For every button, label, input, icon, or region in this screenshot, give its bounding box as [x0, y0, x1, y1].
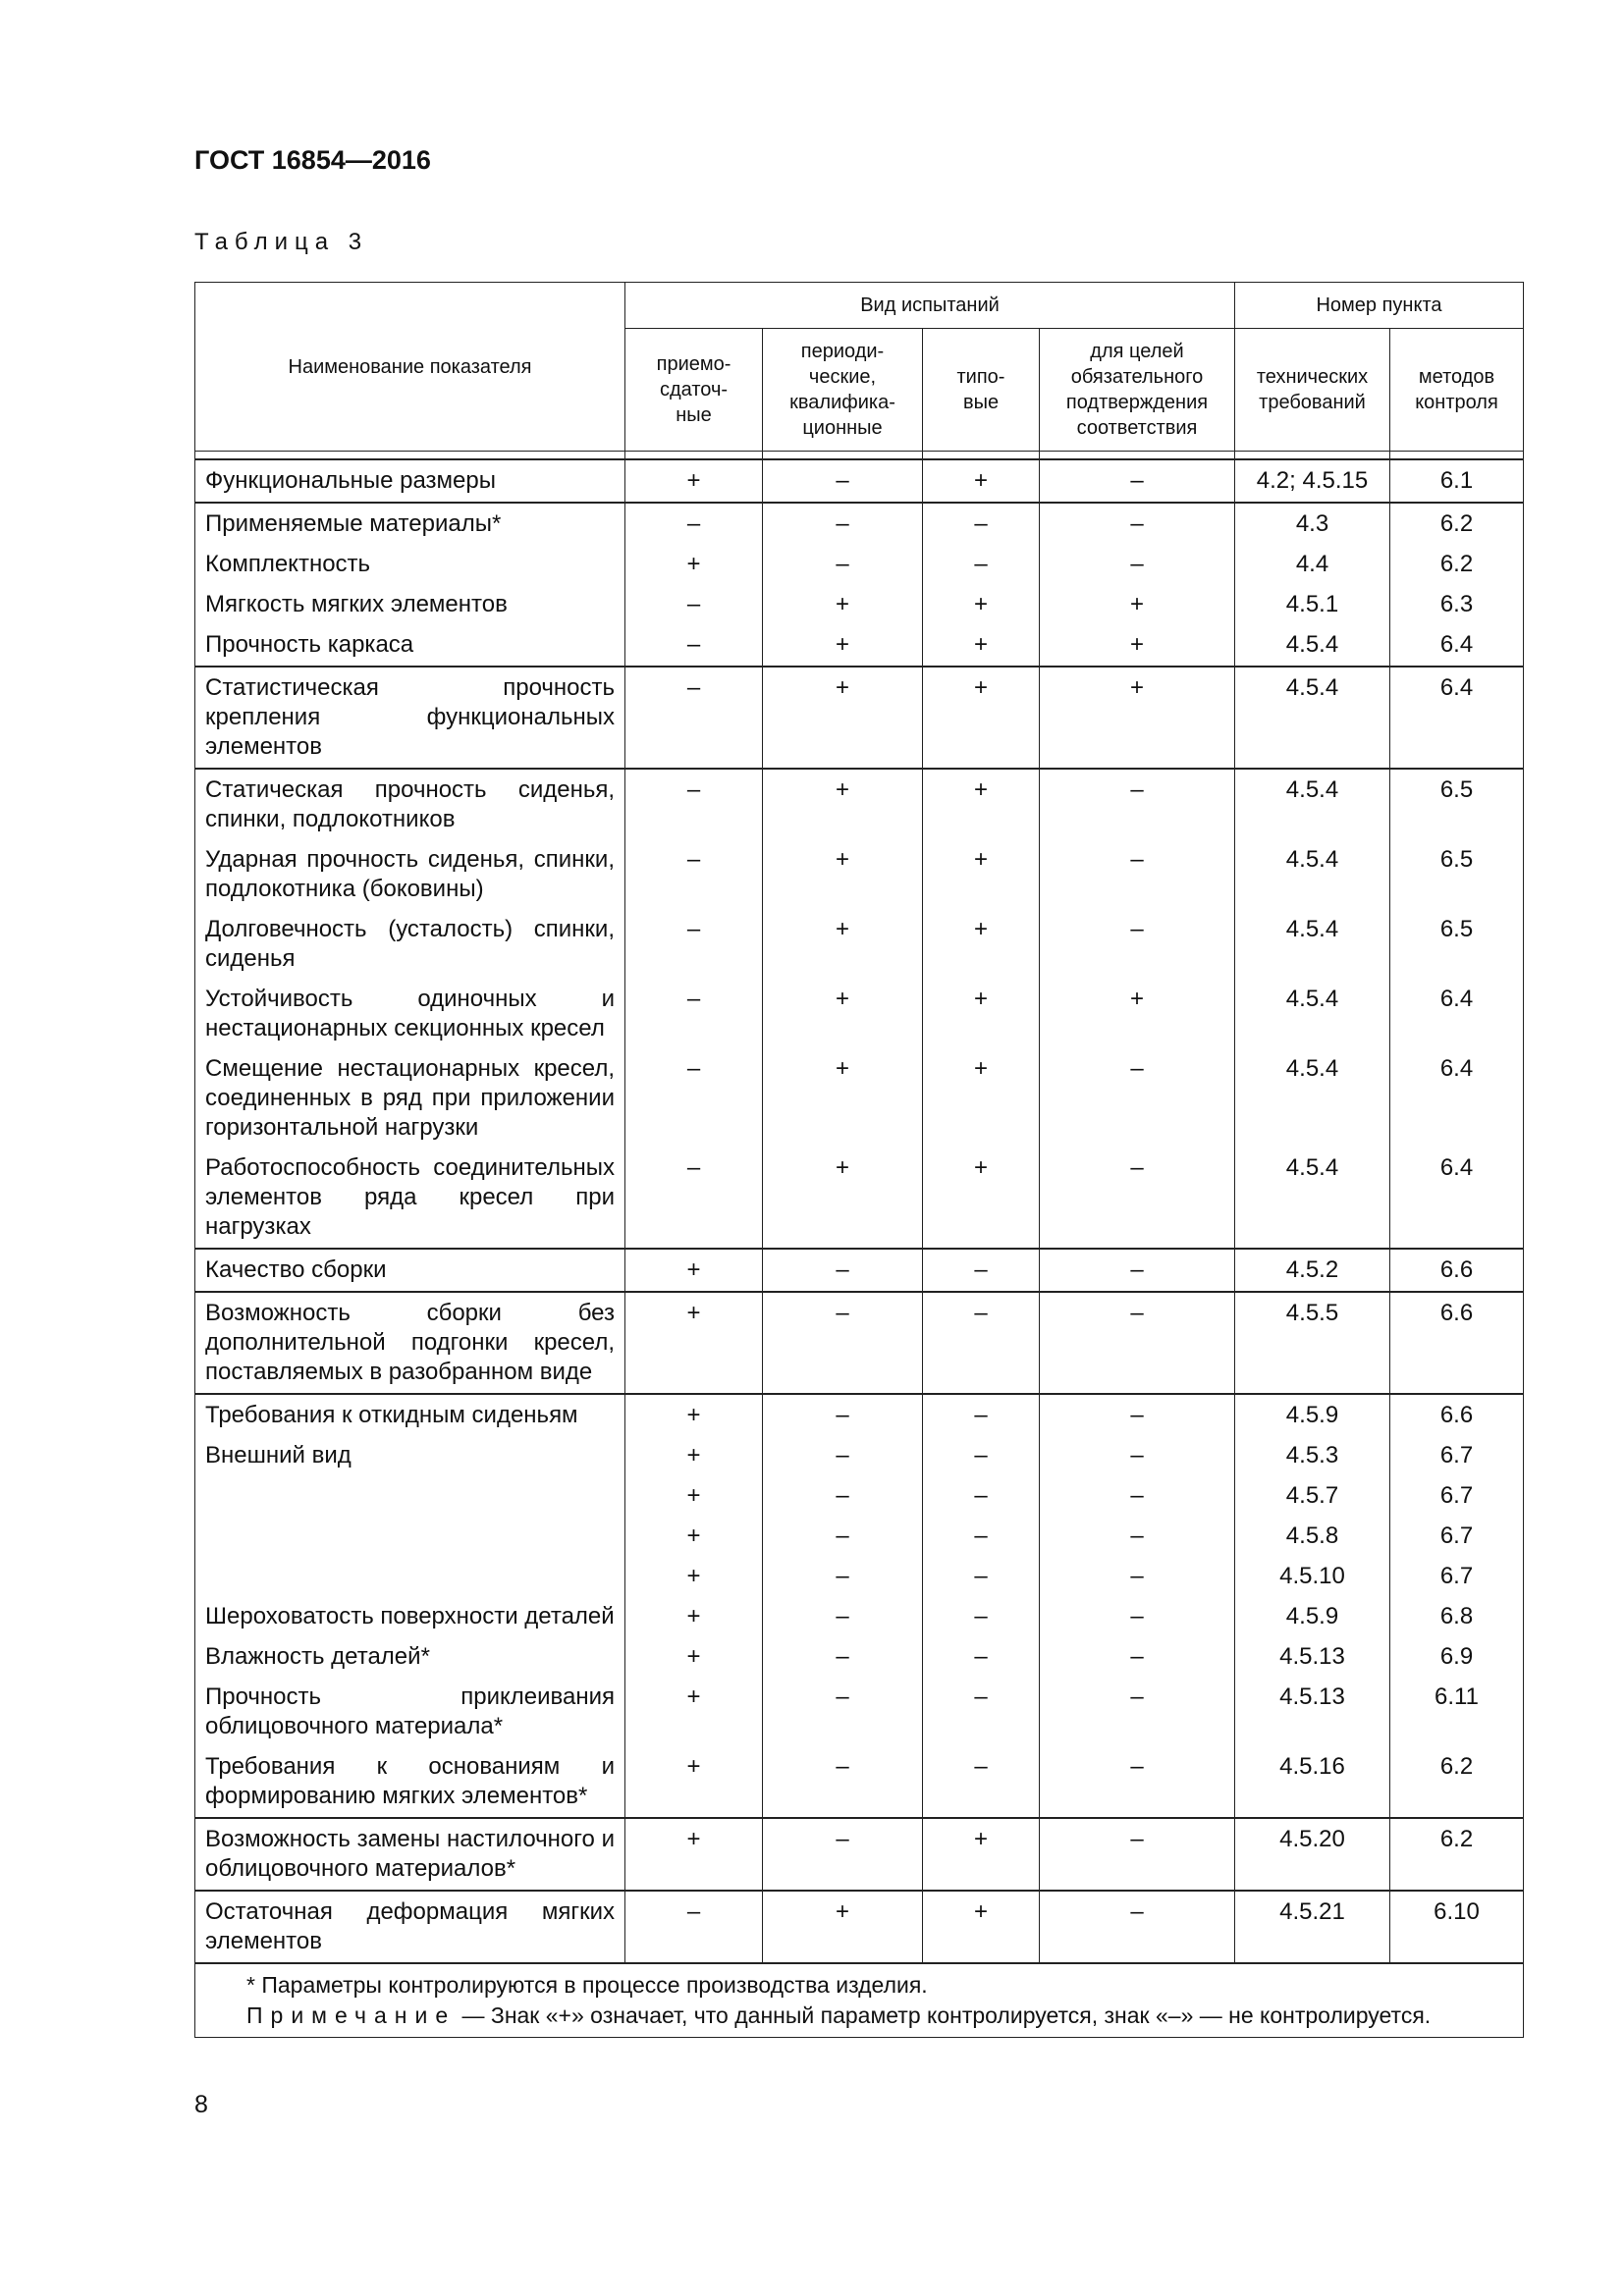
table-caption: Таблица 3: [194, 229, 369, 255]
periodic-cell: +: [763, 980, 923, 1049]
tech-req-cell: 4.5.20: [1235, 1818, 1390, 1891]
control-method-cell: 6.6: [1390, 1292, 1524, 1394]
control-method-cell: 6.7: [1390, 1557, 1524, 1597]
acceptance-cell: –: [625, 503, 763, 545]
conformity-cell: –: [1040, 1818, 1235, 1891]
indicator-name: Требования к откидным сиденьям: [195, 1394, 625, 1436]
periodic-cell: +: [763, 585, 923, 625]
type-cell: +: [923, 1818, 1040, 1891]
conformity-cell: –: [1040, 910, 1235, 980]
acceptance-cell: +: [625, 1292, 763, 1394]
footnote-cell: [195, 1963, 1524, 2038]
control-method-cell: 6.10: [1390, 1891, 1524, 1963]
document-header: ГОСТ 16854—2016: [194, 145, 431, 175]
indicator-name: Устойчивость одиночных и нестационарных секционных кресел: [195, 980, 625, 1049]
control-method-cell: 6.6: [1390, 1394, 1524, 1436]
periodic-cell: –: [763, 459, 923, 503]
type-cell: +: [923, 980, 1040, 1049]
indicator-name: Смещение нестационарных кресел, соединенных в ряд при приложении горизонтальной нагрузки: [195, 1049, 625, 1148]
indicator-name: Статистическая прочность крепления функциональных элементов: [195, 667, 625, 769]
control-method-cell: 6.11: [1390, 1678, 1524, 1747]
col-header-control-methods: методов контроля: [1390, 329, 1524, 452]
indicator-name: Статическая прочность сиденья, спинки, подлокотников: [195, 769, 625, 840]
control-method-cell: 6.6: [1390, 1249, 1524, 1292]
indicator-name: Комплектность: [195, 545, 625, 585]
table-row: [195, 1597, 1524, 1637]
control-method-cell: 6.8: [1390, 1597, 1524, 1637]
conformity-cell: –: [1040, 1148, 1235, 1249]
acceptance-cell: +: [625, 1394, 763, 1436]
type-cell: –: [923, 1557, 1040, 1597]
type-cell: +: [923, 1891, 1040, 1963]
tech-req-cell: 4.5.4: [1235, 1049, 1390, 1148]
control-method-cell: 6.2: [1390, 503, 1524, 545]
note-text: — Знак «+» означает, что данный параметр контролируется, знак «–» — не контролируется.: [456, 2002, 1432, 2028]
tech-req-cell: 4.5.10: [1235, 1557, 1390, 1597]
control-method-cell: 6.4: [1390, 625, 1524, 667]
table-row: [195, 1818, 1524, 1891]
control-method-cell: 6.5: [1390, 910, 1524, 980]
footnote-asterisk: * Параметры контролируются в процессе производства изделия.: [246, 1972, 928, 1998]
indicator-name: Работоспособность соединительных элементов ряда кресел при нагрузках: [195, 1148, 625, 1249]
tech-req-cell: 4.5.16: [1235, 1747, 1390, 1818]
conformity-cell: –: [1040, 1292, 1235, 1394]
acceptance-cell: +: [625, 1597, 763, 1637]
acceptance-cell: +: [625, 1436, 763, 1476]
periodic-cell: –: [763, 1678, 923, 1747]
table-row: [195, 1891, 1524, 1963]
acceptance-cell: +: [625, 1747, 763, 1818]
conformity-cell: –: [1040, 769, 1235, 840]
indicator-name: Возможность замены настилочного и облицовочного материалов*: [195, 1818, 625, 1891]
tech-req-cell: 4.5.1: [1235, 585, 1390, 625]
row-group: [195, 1249, 1524, 1292]
control-method-cell: 6.2: [1390, 1818, 1524, 1891]
conformity-cell: –: [1040, 503, 1235, 545]
type-cell: –: [923, 1517, 1040, 1557]
col-group-clause: Номер пункта: [1235, 283, 1524, 329]
table-row: [195, 459, 1524, 503]
conformity-cell: –: [1040, 1394, 1235, 1436]
periodic-cell: –: [763, 1436, 923, 1476]
control-method-cell: 6.1: [1390, 459, 1524, 503]
periodic-cell: –: [763, 503, 923, 545]
col-header-conformity: для целей обязательного подтверждения соответствия: [1040, 329, 1235, 452]
periodic-cell: –: [763, 545, 923, 585]
control-method-cell: 6.5: [1390, 769, 1524, 840]
col-header-tech-req: технических требований: [1235, 329, 1390, 452]
type-cell: –: [923, 1249, 1040, 1292]
acceptance-cell: +: [625, 1678, 763, 1747]
acceptance-cell: –: [625, 585, 763, 625]
conformity-cell: +: [1040, 667, 1235, 769]
type-cell: +: [923, 625, 1040, 667]
col-group-test-types: Вид испытаний: [625, 283, 1235, 329]
indicator-name: Ударная прочность сиденья, спинки, подлокотника (боковины): [195, 840, 625, 910]
periodic-cell: –: [763, 1394, 923, 1436]
indicator-name: Прочность приклеивания облицовочного материала*: [195, 1678, 625, 1747]
periodic-cell: –: [763, 1292, 923, 1394]
periodic-cell: +: [763, 667, 923, 769]
acceptance-cell: +: [625, 1637, 763, 1678]
tech-req-cell: 4.3: [1235, 503, 1390, 545]
tech-req-cell: 4.2; 4.5.15: [1235, 459, 1390, 503]
acceptance-cell: +: [625, 1249, 763, 1292]
conformity-cell: –: [1040, 1557, 1235, 1597]
table-row: [195, 1049, 1524, 1148]
indicator-name: Применяемые материалы*: [195, 503, 625, 545]
table-footnotes: [195, 1963, 1524, 2038]
periodic-cell: +: [763, 625, 923, 667]
indicator-name: Возможность сборки без дополнительной подгонки кресел, поставляемых в разобранном виде: [195, 1292, 625, 1394]
control-method-cell: 6.9: [1390, 1637, 1524, 1678]
indicator-name: [195, 1476, 625, 1517]
tech-req-cell: 4.5.4: [1235, 910, 1390, 980]
row-group: [195, 769, 1524, 1249]
acceptance-cell: –: [625, 840, 763, 910]
header-separator: [195, 452, 1524, 460]
periodic-cell: +: [763, 1049, 923, 1148]
indicator-name: Требования к основаниям и формированию мягких элементов*: [195, 1747, 625, 1818]
type-cell: –: [923, 1394, 1040, 1436]
control-method-cell: 6.4: [1390, 980, 1524, 1049]
periodic-cell: –: [763, 1249, 923, 1292]
table-row: [195, 1436, 1524, 1476]
table-row: [195, 1292, 1524, 1394]
periodic-cell: +: [763, 910, 923, 980]
conformity-cell: –: [1040, 545, 1235, 585]
table-row: [195, 769, 1524, 840]
acceptance-cell: –: [625, 625, 763, 667]
tech-req-cell: 4.5.4: [1235, 769, 1390, 840]
periodic-cell: –: [763, 1637, 923, 1678]
conformity-cell: –: [1040, 1637, 1235, 1678]
page-number: 8: [194, 2091, 208, 2118]
type-cell: –: [923, 1637, 1040, 1678]
control-method-cell: 6.2: [1390, 545, 1524, 585]
tech-req-cell: 4.5.4: [1235, 1148, 1390, 1249]
type-cell: +: [923, 910, 1040, 980]
indicator-name: Шероховатость поверхности деталей: [195, 1597, 625, 1637]
acceptance-cell: +: [625, 1818, 763, 1891]
acceptance-cell: –: [625, 980, 763, 1049]
table-row: [195, 503, 1524, 545]
periodic-cell: –: [763, 1747, 923, 1818]
control-method-cell: 6.7: [1390, 1476, 1524, 1517]
conformity-cell: –: [1040, 1476, 1235, 1517]
conformity-cell: –: [1040, 1597, 1235, 1637]
conformity-cell: –: [1040, 1678, 1235, 1747]
table-row: [195, 1517, 1524, 1557]
tech-req-cell: 4.5.4: [1235, 840, 1390, 910]
tech-req-cell: 4.5.9: [1235, 1394, 1390, 1436]
acceptance-cell: –: [625, 1148, 763, 1249]
tech-req-cell: 4.5.9: [1235, 1597, 1390, 1637]
conformity-cell: –: [1040, 1517, 1235, 1557]
table-row: [195, 585, 1524, 625]
row-group: [195, 1394, 1524, 1818]
periodic-cell: –: [763, 1818, 923, 1891]
periodic-cell: +: [763, 840, 923, 910]
tech-req-cell: 4.4: [1235, 545, 1390, 585]
table-row: [195, 1476, 1524, 1517]
indicator-name: Прочность каркаса: [195, 625, 625, 667]
tech-req-cell: 4.5.13: [1235, 1637, 1390, 1678]
conformity-cell: –: [1040, 1249, 1235, 1292]
type-cell: –: [923, 1436, 1040, 1476]
periodic-cell: –: [763, 1517, 923, 1557]
tech-req-cell: 4.5.4: [1235, 667, 1390, 769]
conformity-cell: +: [1040, 625, 1235, 667]
tech-req-cell: 4.5.5: [1235, 1292, 1390, 1394]
acceptance-cell: +: [625, 1517, 763, 1557]
type-cell: +: [923, 459, 1040, 503]
table-row: [195, 625, 1524, 667]
acceptance-cell: +: [625, 545, 763, 585]
footnote-note: [207, 2001, 1511, 2031]
indicator-name: Остаточная деформация мягких элементов: [195, 1891, 625, 1963]
row-group: [195, 1891, 1524, 1963]
control-method-cell: 6.5: [1390, 840, 1524, 910]
conformity-cell: –: [1040, 1747, 1235, 1818]
type-cell: –: [923, 1476, 1040, 1517]
col-header-acceptance: приемо- сдаточ- ные: [625, 329, 763, 452]
periodic-cell: –: [763, 1557, 923, 1597]
acceptance-cell: –: [625, 1891, 763, 1963]
type-cell: –: [923, 1678, 1040, 1747]
control-method-cell: 6.4: [1390, 1148, 1524, 1249]
indicator-name: Качество сборки: [195, 1249, 625, 1292]
conformity-cell: –: [1040, 1436, 1235, 1476]
table-row: [195, 1249, 1524, 1292]
periodic-cell: –: [763, 1476, 923, 1517]
row-group: [195, 503, 1524, 667]
col-header-type: типо- вые: [923, 329, 1040, 452]
indicator-name: Мягкость мягких элементов: [195, 585, 625, 625]
table-row: [195, 1148, 1524, 1249]
acceptance-cell: +: [625, 1557, 763, 1597]
table-row: [195, 545, 1524, 585]
conformity-cell: –: [1040, 1891, 1235, 1963]
indicator-name: [195, 1557, 625, 1597]
acceptance-cell: –: [625, 910, 763, 980]
note-label: Примечание: [246, 2002, 457, 2028]
table-row: [195, 1557, 1524, 1597]
type-cell: –: [923, 1747, 1040, 1818]
type-cell: –: [923, 545, 1040, 585]
indicator-name: Внешний вид: [195, 1436, 625, 1476]
tech-req-cell: 4.5.8: [1235, 1517, 1390, 1557]
tech-req-cell: 4.5.7: [1235, 1476, 1390, 1517]
indicator-name: [195, 1517, 625, 1557]
acceptance-cell: +: [625, 1476, 763, 1517]
indicator-name: Влажность деталей*: [195, 1637, 625, 1678]
type-cell: +: [923, 1148, 1040, 1249]
tech-req-cell: 4.5.4: [1235, 980, 1390, 1049]
table-row: [195, 1747, 1524, 1818]
table-row: [195, 1637, 1524, 1678]
indicator-name: Функциональные размеры: [195, 459, 625, 503]
table-row: [195, 910, 1524, 980]
tech-req-cell: 4.5.4: [1235, 625, 1390, 667]
conformity-cell: +: [1040, 980, 1235, 1049]
control-method-cell: 6.7: [1390, 1517, 1524, 1557]
type-cell: –: [923, 1292, 1040, 1394]
table-container: [194, 282, 1523, 2038]
table-row: [195, 1394, 1524, 1436]
control-method-cell: 6.2: [1390, 1747, 1524, 1818]
table-row: [195, 840, 1524, 910]
row-group: [195, 459, 1524, 503]
row-group: [195, 667, 1524, 769]
table-head: [195, 283, 1524, 452]
periodic-cell: +: [763, 769, 923, 840]
table-row: [195, 980, 1524, 1049]
periodic-cell: –: [763, 1597, 923, 1637]
tech-req-cell: 4.5.3: [1235, 1436, 1390, 1476]
type-cell: +: [923, 585, 1040, 625]
control-method-cell: 6.3: [1390, 585, 1524, 625]
acceptance-cell: –: [625, 667, 763, 769]
type-cell: –: [923, 503, 1040, 545]
conformity-cell: –: [1040, 840, 1235, 910]
periodic-cell: +: [763, 1148, 923, 1249]
table-row: [195, 667, 1524, 769]
row-group: [195, 1818, 1524, 1891]
type-cell: +: [923, 1049, 1040, 1148]
acceptance-cell: –: [625, 769, 763, 840]
periodic-cell: +: [763, 1891, 923, 1963]
acceptance-cell: –: [625, 1049, 763, 1148]
indicators-table: [194, 282, 1524, 2038]
table-row: [195, 1678, 1524, 1747]
acceptance-cell: +: [625, 459, 763, 503]
control-method-cell: 6.4: [1390, 667, 1524, 769]
conformity-cell: –: [1040, 459, 1235, 503]
type-cell: +: [923, 667, 1040, 769]
conformity-cell: –: [1040, 1049, 1235, 1148]
indicator-name: Долговечность (усталость) спинки, сиденья: [195, 910, 625, 980]
row-group: [195, 1292, 1524, 1394]
control-method-cell: 6.7: [1390, 1436, 1524, 1476]
col-header-name: Наименование показателя: [195, 283, 625, 452]
type-cell: +: [923, 840, 1040, 910]
tech-req-cell: 4.5.13: [1235, 1678, 1390, 1747]
col-header-periodic: периоди- ческие, квалифика- ционные: [763, 329, 923, 452]
tech-req-cell: 4.5.21: [1235, 1891, 1390, 1963]
conformity-cell: +: [1040, 585, 1235, 625]
type-cell: –: [923, 1597, 1040, 1637]
tech-req-cell: 4.5.2: [1235, 1249, 1390, 1292]
type-cell: +: [923, 769, 1040, 840]
control-method-cell: 6.4: [1390, 1049, 1524, 1148]
